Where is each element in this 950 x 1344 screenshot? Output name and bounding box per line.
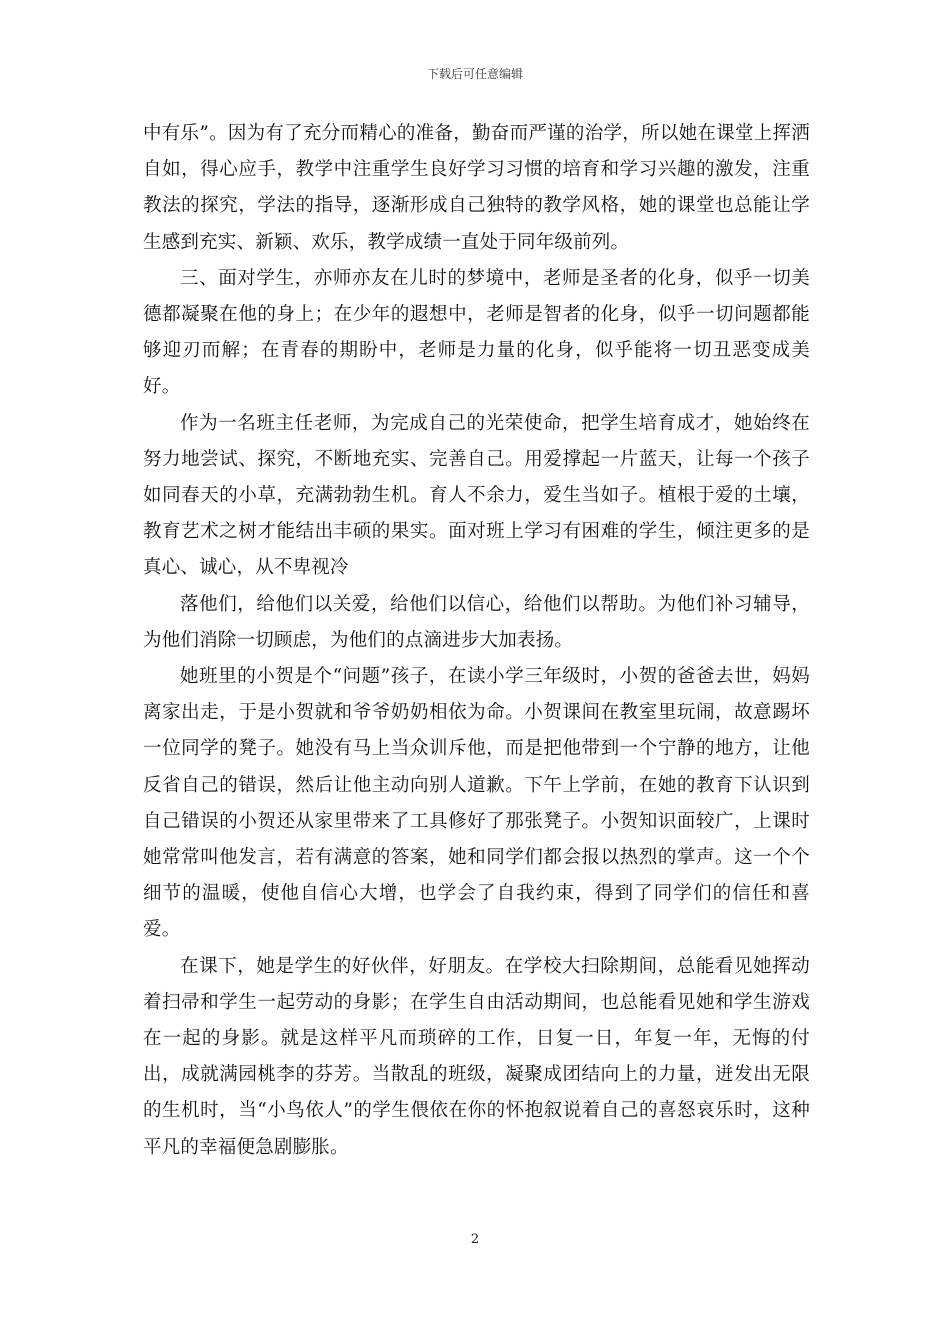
- page-header: 下载后可任意编辑: [426, 67, 523, 81]
- paragraph-2: 三、面对学生，亦师亦友在儿时的梦境中，老师是圣者的化身，似乎一切美德都凝聚在他的身上；在少年的遐想中，老师是智者的化身，似乎一切问题都能够迎刃而解；在青春的期盼中，老师是力量的化身，似乎能将一切丑恶变成美好。: [143, 267, 810, 398]
- page-number: 2: [470, 1232, 480, 1247]
- paragraph-3: 作为一名班主任老师，为完成自己的光荣使命，把学生培育成才，她始终在努力地尝试、探究，不断地充实、完善自己。用爱撑起一片蓝天，让每一个孩子如同春天的小草，充满勃勃生机。育人不余力，爱生当如子。植根于爱的土壤，教育艺术之树才能结出丰硕的果实。面对班上学习有困难的学生，倾注更多的是真心、诚心，从不卑视冷: [143, 412, 810, 579]
- paragraph-4: 落他们，给他们以关爱，给他们以信心，给他们以帮助。为他们补习辅导，为他们消除一切顾虑，为他们的点滴进步大加表扬。: [143, 593, 810, 651]
- paragraph-6: 在课下，她是学生的好伙伴，好朋友。在学校大扫除期间，总能看见她挥动着扫帚和学生一起劳动的身影；在学生自由活动期间，也总能看见她和学生游戏在一起的身影。就是这样平凡而琐碎的工作，日复一日，年复一年，无悔的付出，成就满园桃李的芬芳。当散乱的班级，凝聚成团结向上的力量，迸发出无限的生机时，当“小鸟依人”的学生偎依在你的怀抱叙说着自己的喜怒哀乐时，这种平凡的幸福便急剧膨胀。: [143, 955, 810, 1158]
- paragraph-5: 她班里的小贺是个“问题”孩子，在读小学三年级时，小贺的爸爸去世，妈妈离家出走，于是小贺就和爷爷奶奶相依为命。小贺课间在教室里玩闹，故意踢坏一位同学的凳子。她没有马上当众训斥他，而是把他带到一个宁静的地方，让他反省自己的错误，然后让他主动向别人道歉。下午上学前，在她的教育下认识到自己错误的小贺还从家里带来了工具修好了那张凳子。小贺知识面较广，上课时她常常叫他发言，若有满意的答案，她和同学们都会报以热烈的掌声。这一个个细节的温暖，使他自信心大增，也学会了自我约束，得到了同学们的信任和喜爱。: [143, 666, 810, 941]
- document-body: [143, 116, 810, 1166]
- paragraph-1: 中有乐”。因为有了充分而精心的准备，勤奋而严谨的治学，所以她在课堂上挥洒自如，得心应手，教学中注重学生良好学习习惯的培育和学习兴趣的激发，注重教法的探究，学法的指导，逐渐形成自己独特的教学风格，她的课堂也总能让学生感到充实、新颖、欢乐，教学成绩一直处于同年级前列。: [143, 123, 810, 253]
